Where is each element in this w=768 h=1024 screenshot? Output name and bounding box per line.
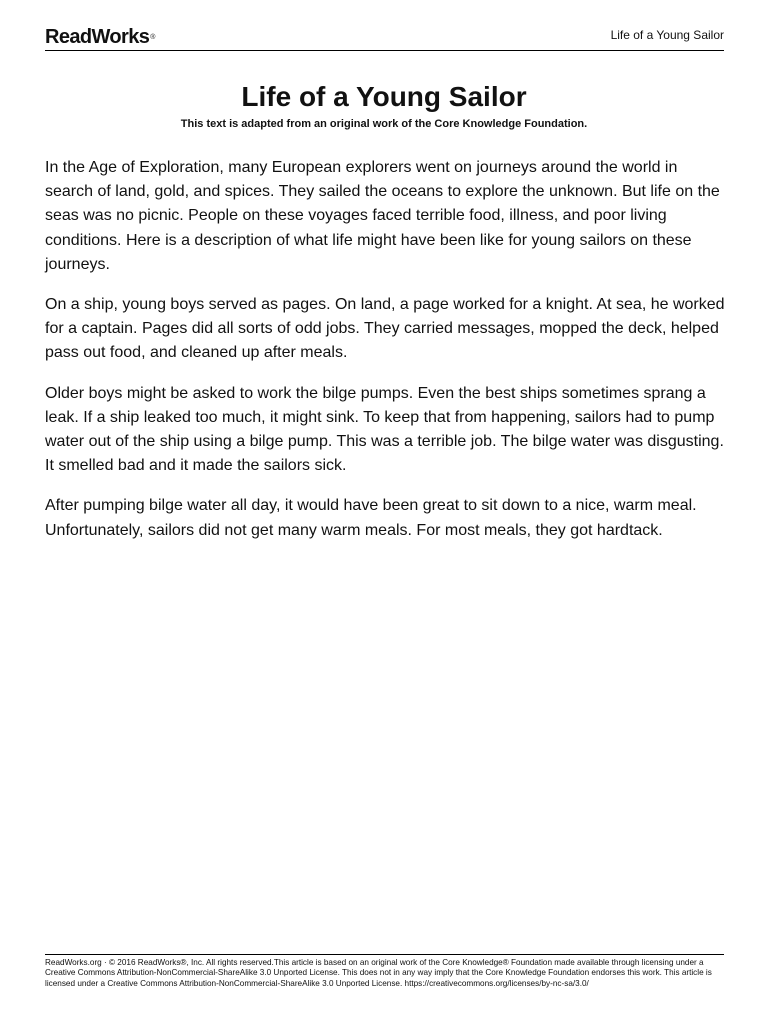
paragraph-1: In the Age of Exploration, many European explorers went on journeys around the world in search of land, gold, and spices. They sailed the oceans to explore the unknown. But life on the seas was no picnic. People on these voyages faced terrible food, illness, and poor living conditions. Here is a description of what life might have been like for young sailors on these journeys. [45, 159, 720, 273]
article-attribution: This text is adapted from an original work of the Core Knowledge Foundation. [180, 118, 588, 130]
paragraph-3: Older boys might be asked to work the bilge pumps. Even the best ships sometimes sprang a leak. If a ship leaked too much, it might sink. To keep that from happening, sailors had to pump water out of the ship using a bilge pump. This was a terrible job. The bilge water was disgusting. It smelled bad and it made the sailors sick. [45, 384, 724, 475]
page-header [45, 24, 724, 51]
article-title: Life of a Young Sailor [241, 81, 527, 112]
paragraph-2: On a ship, young boys served as pages. On land, a page worked for a knight. At sea, he worked for a captain. Pages did all sorts of odd jobs. They carried messages, mopped the deck, helped pass out food, and cleaned up after meals. [45, 296, 725, 362]
logo-text: ReadWorks [45, 26, 150, 48]
header-article-title: Life of a Young Sailor [610, 28, 724, 42]
logo-registered-mark: ® [150, 34, 155, 41]
license-footer [45, 954, 724, 989]
footer-license-text: ReadWorks.org · © 2016 ReadWorks®, Inc. All rights reserved.This article is based on an original work of the Core Knowledge® Foundation made available through licensing under a Creative Commons Attribution-NonCommercial-ShareAlike 3.0 Unported License. This does not in any way imply that the Core Knowledge Foundation endorses this work. This article is licensed under a Creative Commons Attribution-NonCommercial-ShareAlike 3.0 Unported License. https://creativecommons.org/licenses/by-nc-sa/3.0/ [45, 958, 712, 988]
readworks-logo [45, 26, 155, 48]
paragraph-4: After pumping bilge water all day, it would have been great to sit down to a nice, warm meal. Unfortunately, sailors did not get many warm meals. For most meals, they got hardtack. [45, 497, 697, 539]
article-body [45, 156, 725, 559]
